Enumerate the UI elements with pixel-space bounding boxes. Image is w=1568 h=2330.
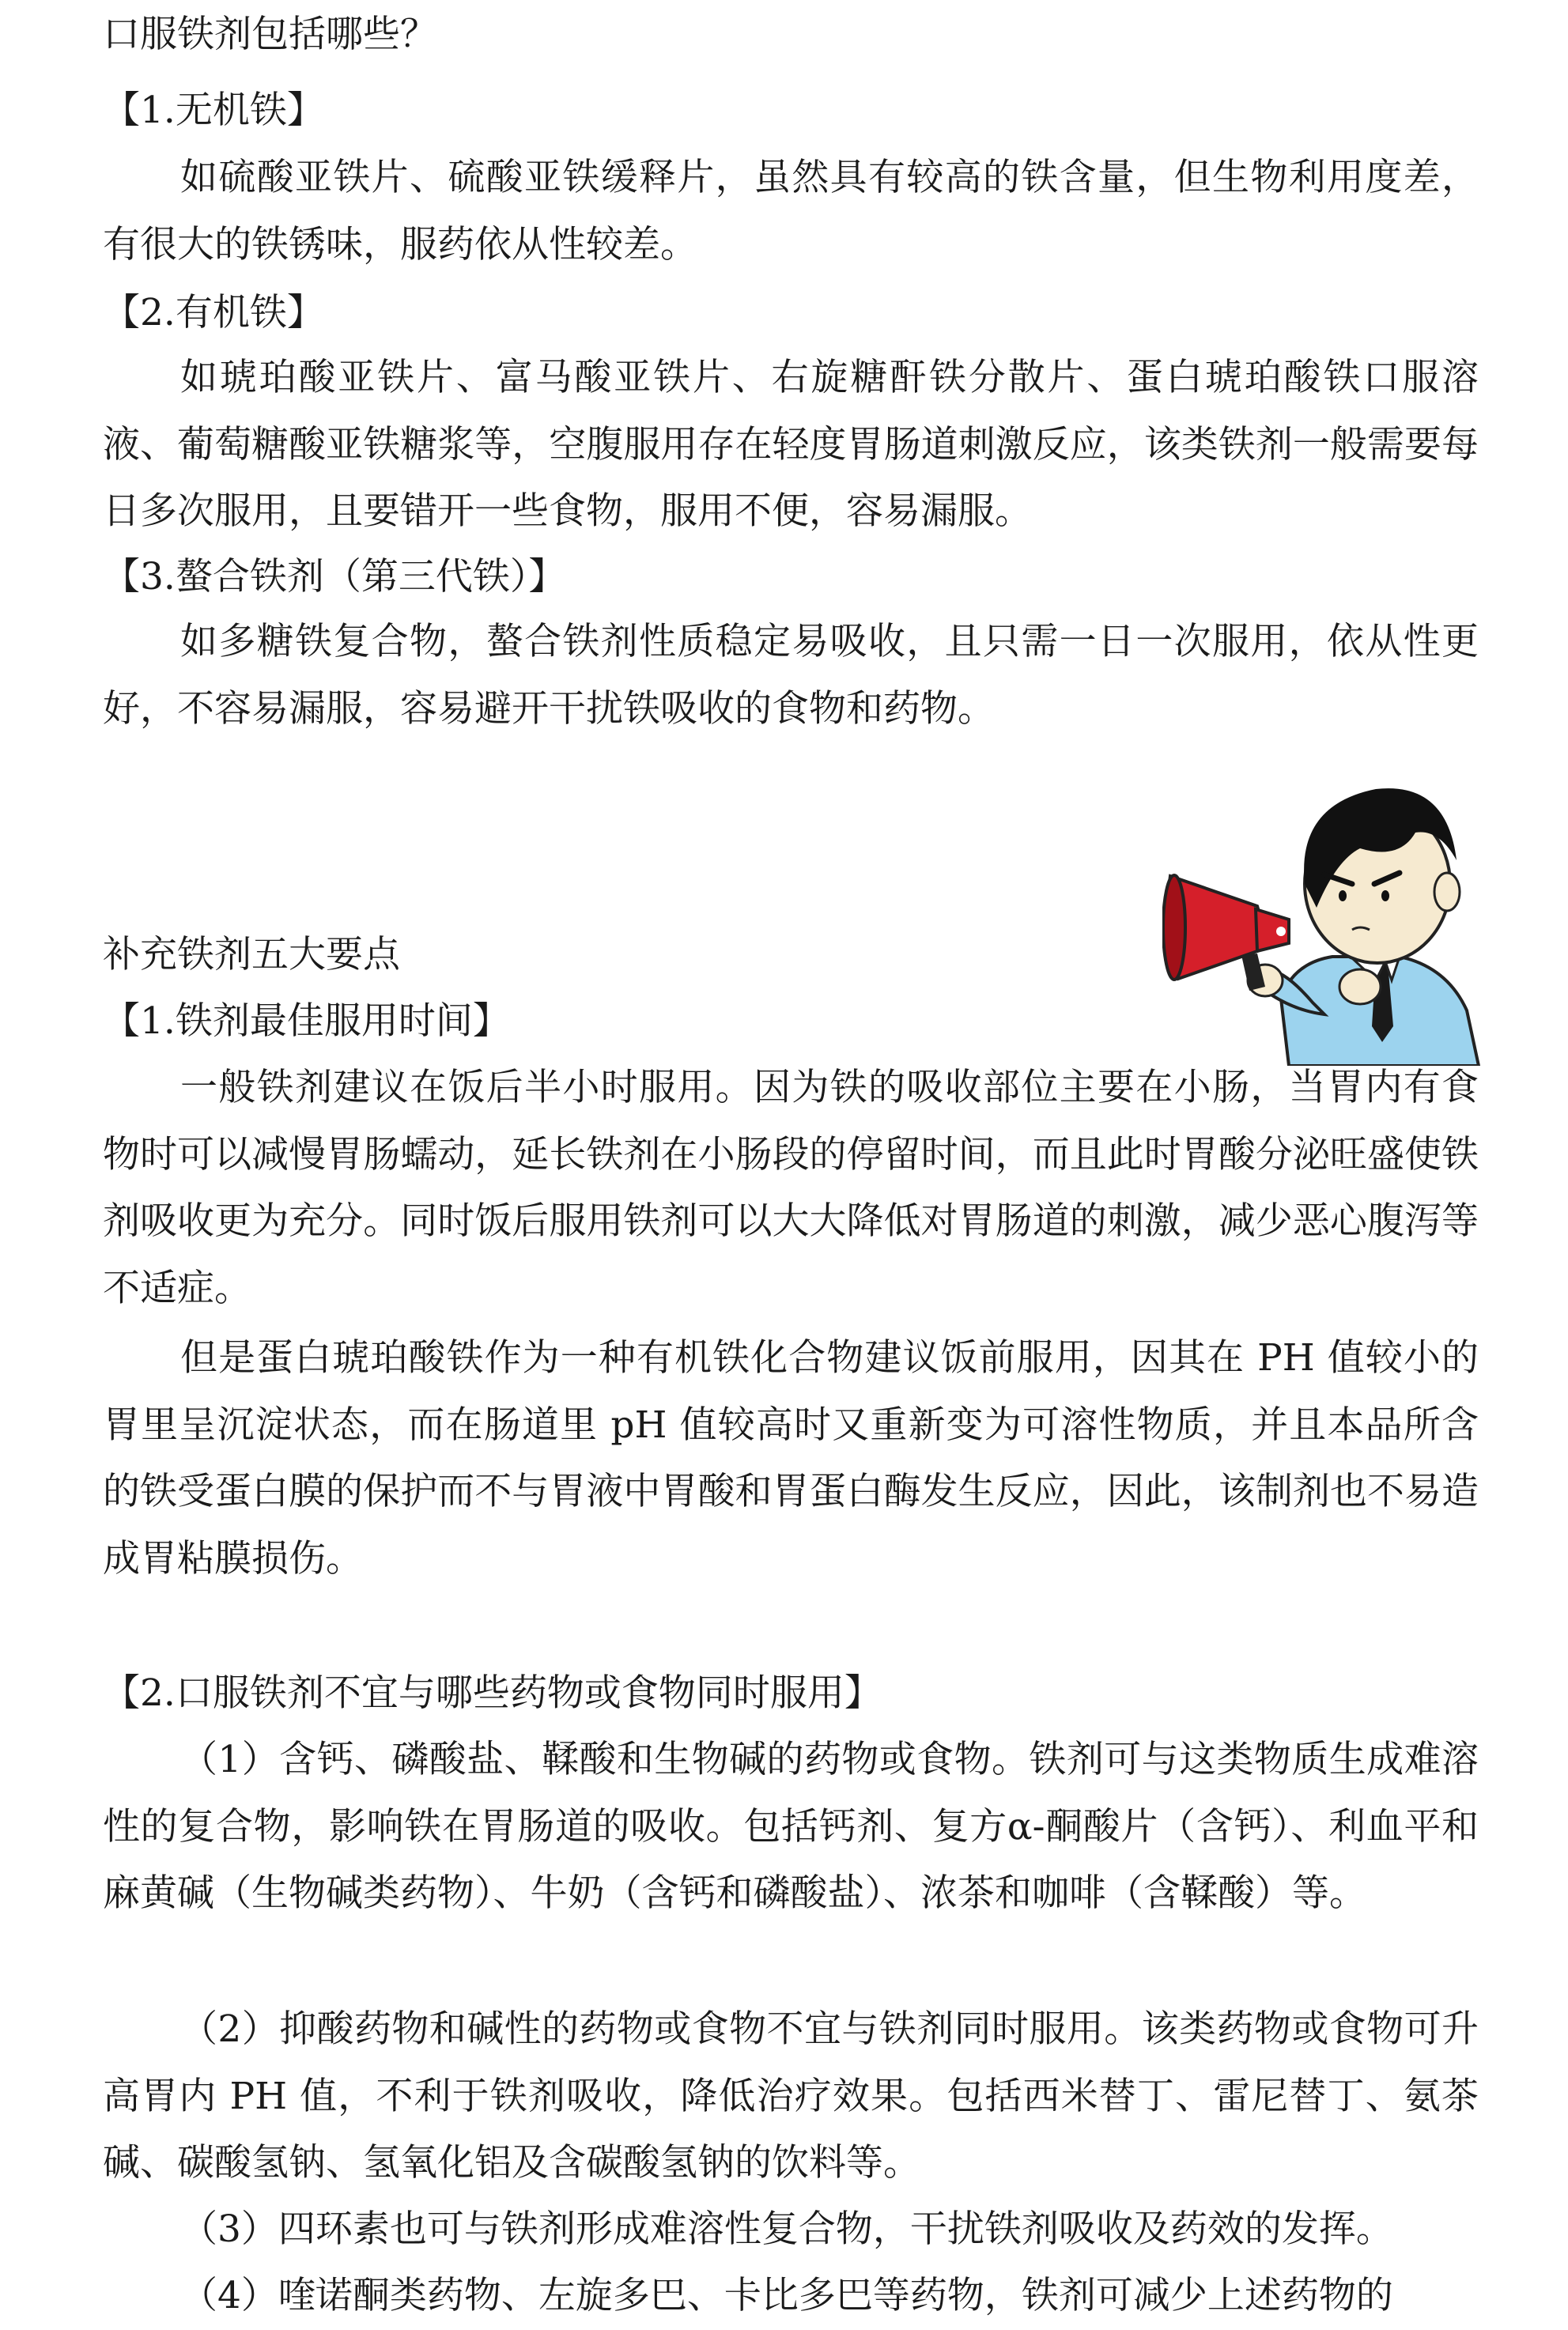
section1-title: 口服铁剂包括哪些？ (103, 13, 437, 56)
heading-organic-iron: 【2.有机铁】 (103, 291, 324, 334)
heading-incompatible: 【2.口服铁剂不宜与哪些药物或食物同时服用】 (103, 1671, 882, 1715)
paragraph-chelated-iron: 如多糖铁复合物，螯合铁剂性质稳定易吸收，且只需一日一次服用，依从性更好，不容易漏服，容易避开干扰铁吸收的食物和药物。 (103, 620, 1479, 731)
paragraph-inorganic-iron: 如硫酸亚铁片、硫酸亚铁缓释片，虽然具有较高的铁含量，但生物利用度差，有很大的铁锈味，服药依从性较差。 (103, 156, 1479, 266)
heading-inorganic-iron: 【1.无机铁】 (103, 89, 324, 132)
paragraph-best-time-general: 一般铁剂建议在饭后半小时服用。因为铁的吸收部位主要在小肠，当胃内有食物时可以减慢胃肠蠕动，延长铁剂在小肠段的停留时间，而且此时胃酸分泌旺盛使铁剂吸收更为充分。同时饭后服用铁剂可以大大降低对胃肠道的刺激，减少恶心腹泻等不适症。 (103, 1066, 1479, 1310)
paragraph-incompatible-1: （1）含钙、磷酸盐、鞣酸和生物碱的药物或食物。铁剂可与这类物质生成难溶性的复合物，影响铁在胃肠道的吸收。包括钙剂、复方α-酮酸片（含钙）、利血平和麻黄碱（生物碱类药物）、牛奶（含钙和磷酸盐）、浓茶和咖啡（含鞣酸）等。 (103, 1738, 1479, 1916)
heading-chelated-iron: 【3.螯合铁剂（第三代铁）】 (103, 555, 566, 599)
paragraph-incompatible-2: （2）抑酸药物和碱性的药物或食物不宜与铁剂同时服用。该类药物或食物可升高胃内 PH 值，不利于铁剂吸收，降低治疗效果。包括西米替丁、雷尼替丁、氨茶碱、碳酸氢钠、氢氧化铝及含碳酸氢钠的饮料等。 (103, 2007, 1479, 2185)
paragraph-best-time-exception: 但是蛋白琥珀酸铁作为一种有机铁化合物建议饭前服用，因其在 PH 值较小的胃里呈沉淀状态，而在肠道里 pH 值较高时又重新变为可溶性物质，并且本品所含的铁受蛋白膜的保护而不与胃液中胃酸和胃蛋白酶发生反应，因此，该制剂也不易造成胃粘膜损伤。 (103, 1336, 1479, 1580)
paragraph-organic-iron: 如琥珀酸亚铁片、富马酸亚铁片、右旋糖酐铁分散片、蛋白琥珀酸铁口服溶液、葡萄糖酸亚铁糖浆等，空腹服用存在轻度胃肠道刺激反应，该类铁剂一般需要每日多次服用，且要错开一些食物，服用不便，容易漏服。 (103, 356, 1479, 534)
paragraph-incompatible-3: （3）四环素也可与铁剂形成难溶性复合物，干扰铁剂吸收及药效的发挥。 (180, 2207, 1393, 2251)
man-with-megaphone-illustration (1162, 773, 1494, 1066)
section2-title: 补充铁剂五大要点 (103, 933, 400, 976)
paragraph-incompatible-4: （4）喹诺酮类药物、左旋多巴、卡比多巴等药物，铁剂可减少上述药物的 (180, 2274, 1393, 2317)
heading-best-time: 【1.铁剂最佳服用时间】 (103, 999, 510, 1043)
